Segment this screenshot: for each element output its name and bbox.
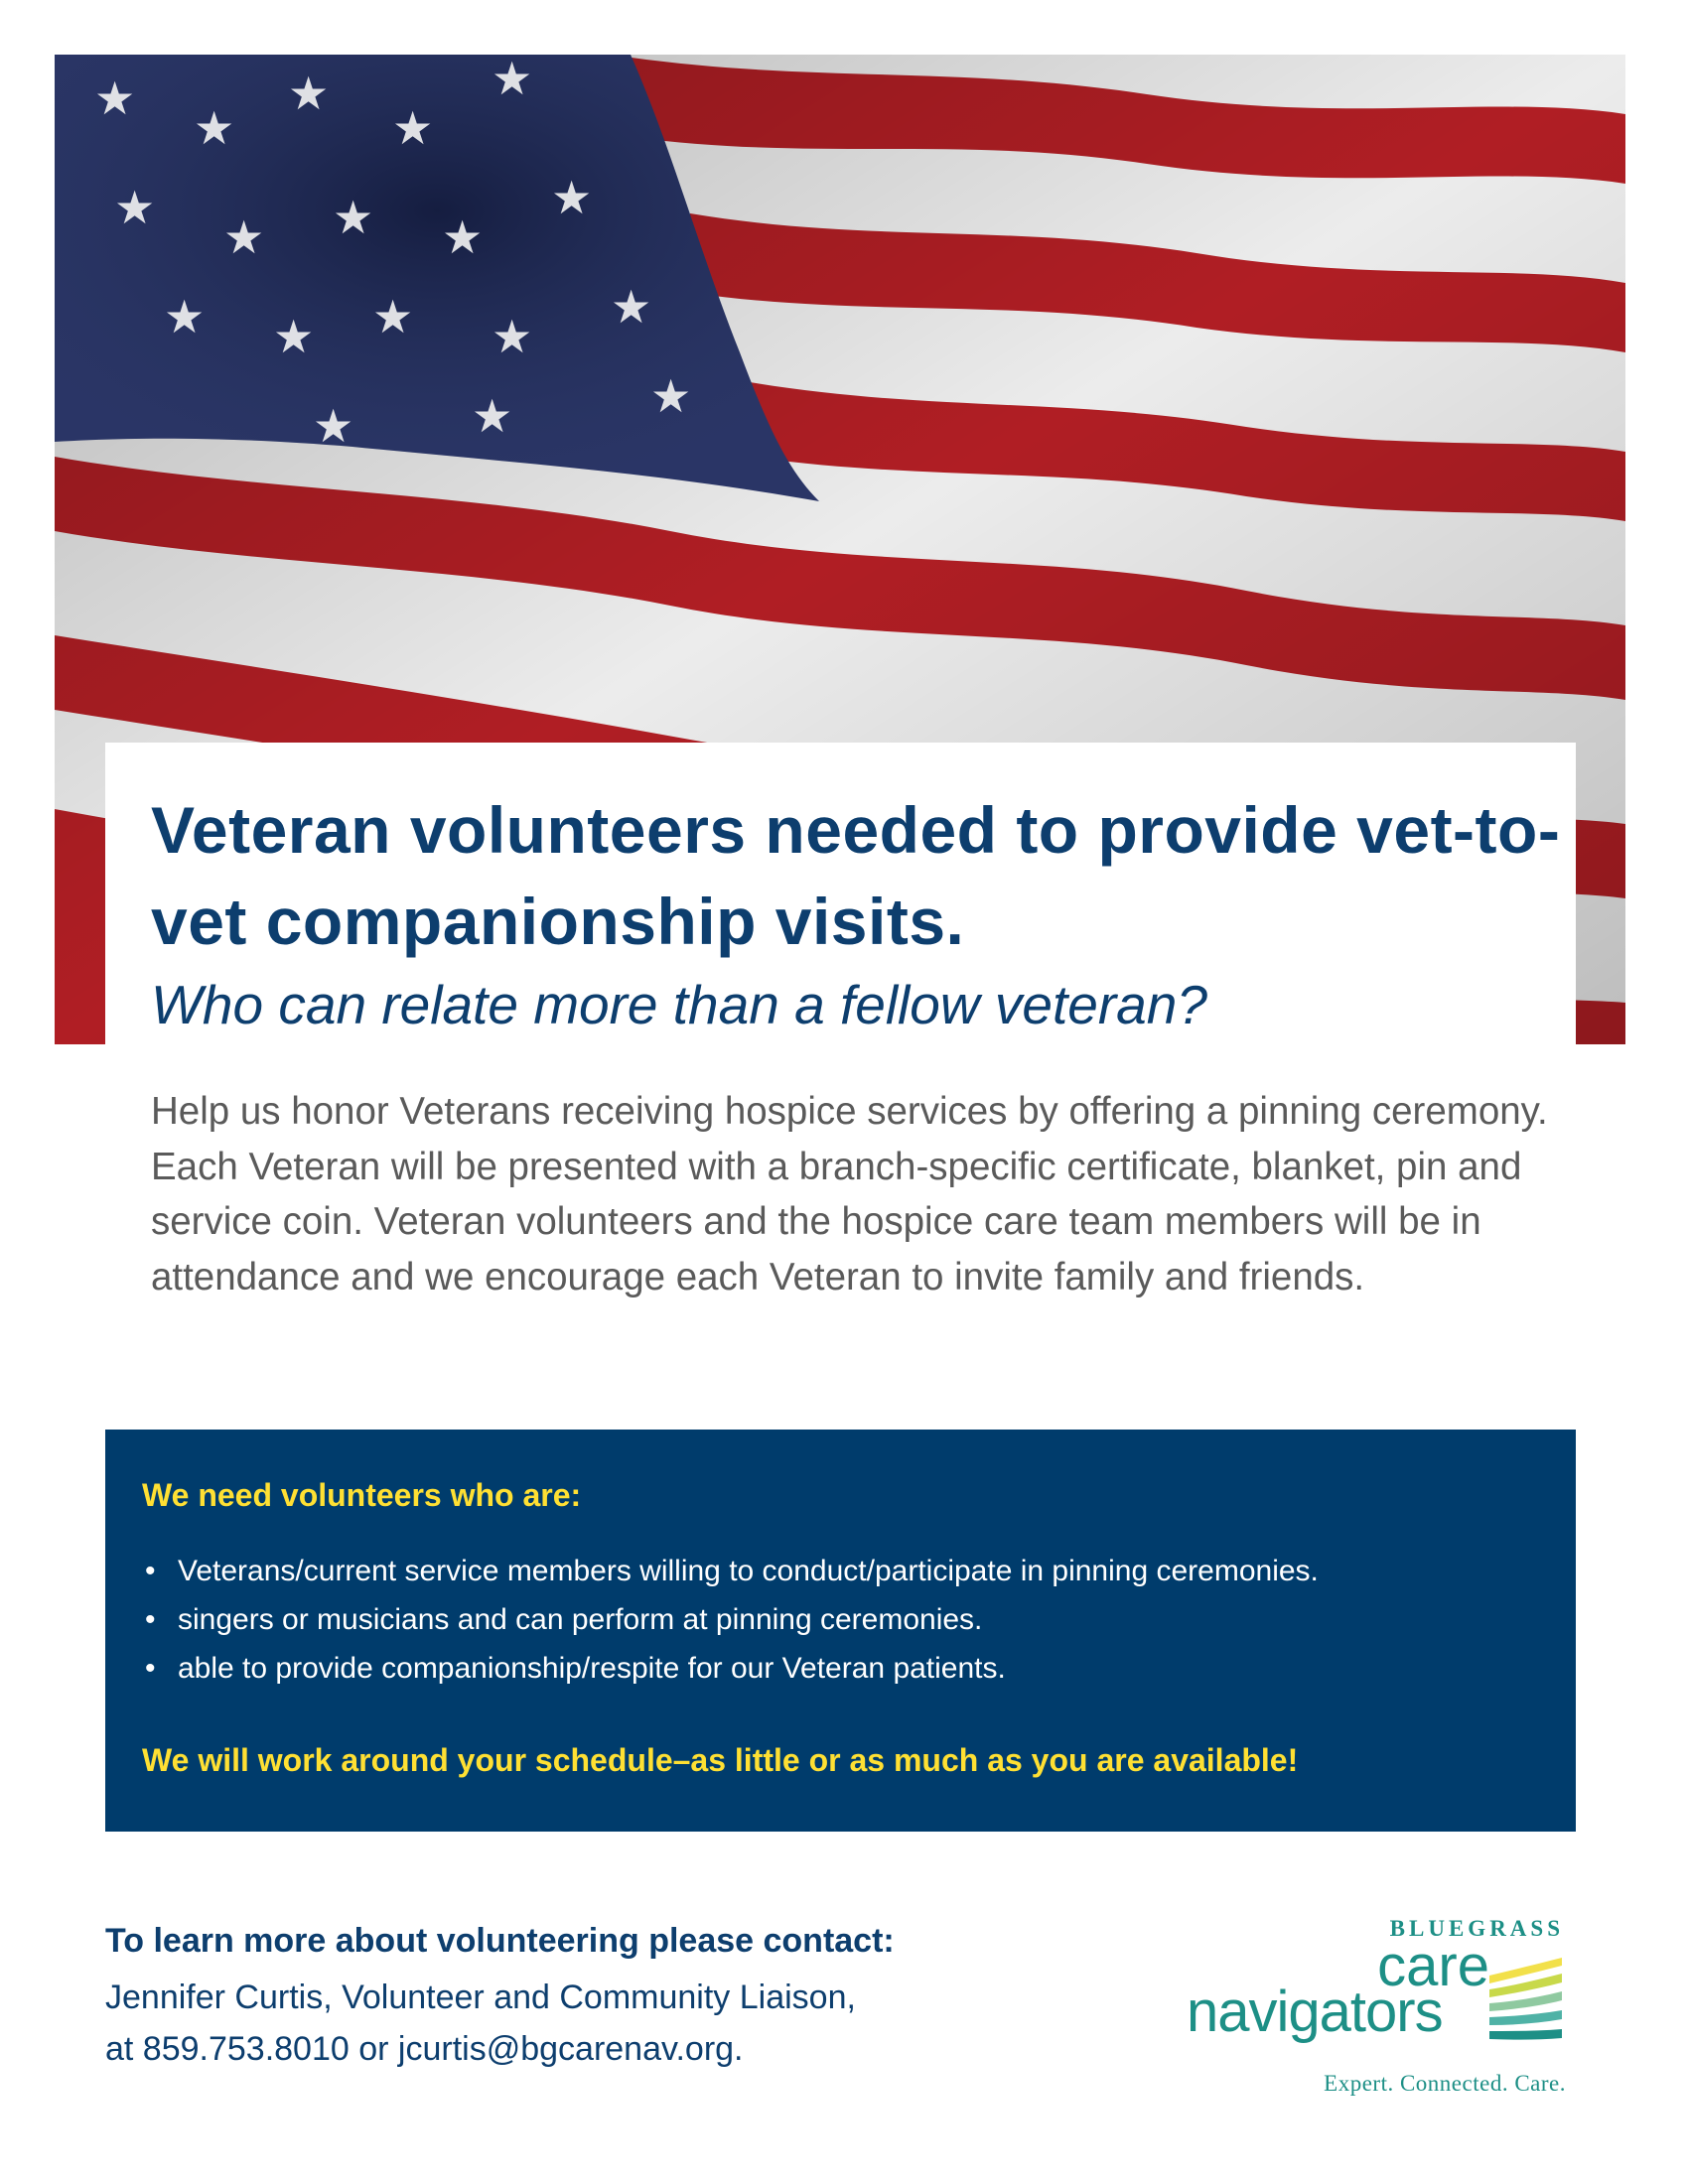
svg-text:★: ★ bbox=[611, 280, 652, 334]
svg-text:★: ★ bbox=[551, 171, 593, 224]
list-item-text: singers or musicians and can perform at pinning ceremonies. bbox=[178, 1603, 983, 1636]
svg-text:★: ★ bbox=[164, 290, 206, 343]
requirements-list bbox=[142, 1547, 1319, 1693]
body-paragraph: Help us honor Veterans receiving hospice services by offering a pinning ceremony. Each Veteran will be presented with a branch-specific certificate, blanket, pin and service coin. Veteran volunteers and the hospice care team members will be in attendance and we encourage each Veteran to invite family and friends. bbox=[151, 1090, 1548, 1298]
headline: Veteran volunteers needed to provide vet-to-vet companionship visits. bbox=[151, 793, 1561, 958]
logo-navigators: navigators bbox=[1187, 1979, 1443, 2044]
logo-care: care bbox=[1377, 1934, 1489, 1998]
svg-text:★: ★ bbox=[650, 369, 692, 423]
list-item bbox=[142, 1547, 1319, 1595]
svg-text:★: ★ bbox=[333, 191, 374, 244]
svg-text:★: ★ bbox=[442, 210, 484, 264]
svg-text:★: ★ bbox=[114, 181, 156, 234]
svg-text:★: ★ bbox=[223, 210, 265, 264]
list-item bbox=[142, 1644, 1319, 1693]
bluegrass-care-navigators-logo bbox=[1177, 1916, 1594, 2105]
bullet-icon: • bbox=[145, 1652, 156, 1685]
svg-text:★: ★ bbox=[194, 101, 235, 155]
bullet-icon: • bbox=[145, 1603, 156, 1636]
schedule-note: We will work around your schedule–as little or as much as you are available! bbox=[142, 1742, 1299, 1778]
list-item-text: able to provide companionship/respite for our Veteran patients. bbox=[178, 1652, 1006, 1685]
svg-text:★: ★ bbox=[472, 389, 513, 443]
contact-heading: To learn more about volunteering please contact: bbox=[105, 1922, 895, 1960]
volunteer-requirements-box bbox=[105, 1430, 1576, 1832]
logo-tagline: Expert. Connected. Care. bbox=[1324, 2071, 1566, 2096]
contact-name: Jennifer Curtis, Volunteer and Community Liaison, bbox=[105, 1979, 856, 2016]
sunrise-icon bbox=[1484, 1956, 1564, 2051]
svg-text:★: ★ bbox=[273, 310, 315, 363]
contact-phone-email[interactable]: at 859.753.8010 or jcurtis@bgcarenav.org. bbox=[105, 2030, 744, 2068]
svg-text:★: ★ bbox=[392, 101, 434, 155]
list-item-text: Veterans/current service members willing to conduct/participate in pinning ceremonies. bbox=[178, 1555, 1319, 1587]
requirements-heading: We need volunteers who are: bbox=[142, 1477, 582, 1513]
svg-text:★: ★ bbox=[288, 67, 330, 120]
subheadline: Who can relate more than a fellow veteran? bbox=[151, 974, 1207, 1035]
svg-text:★: ★ bbox=[372, 290, 414, 343]
logo-bluegrass: BLUEGRASS bbox=[1389, 1916, 1564, 1941]
svg-text:★: ★ bbox=[492, 55, 533, 105]
svg-text:★: ★ bbox=[313, 399, 354, 453]
contact-block bbox=[105, 1916, 895, 2075]
svg-text:★: ★ bbox=[492, 310, 533, 363]
list-item bbox=[142, 1595, 1319, 1644]
bullet-icon: • bbox=[145, 1555, 156, 1587]
svg-text:★: ★ bbox=[94, 71, 136, 125]
